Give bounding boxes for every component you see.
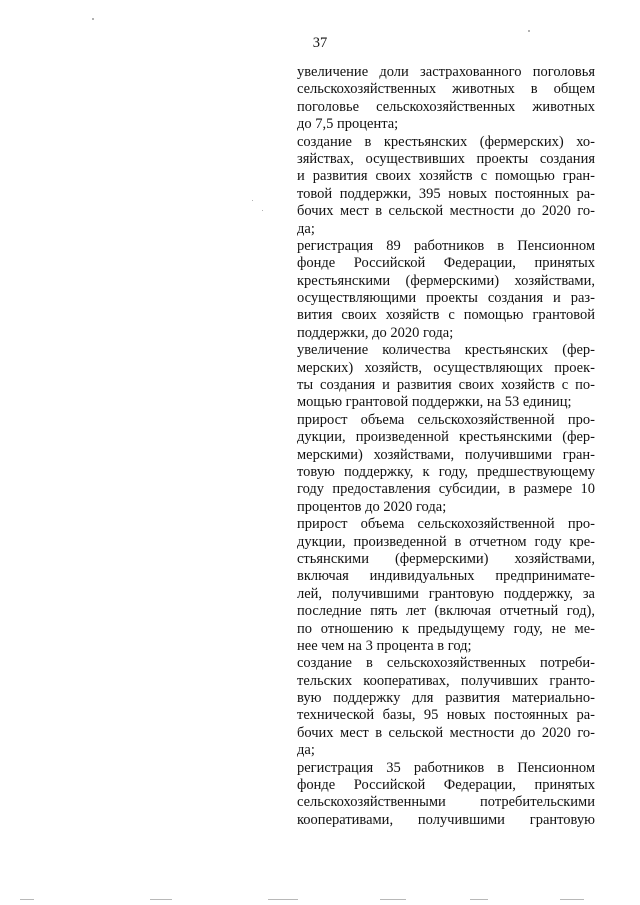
text-line: тельских кооперативах, получивших гранто-	[297, 672, 595, 689]
text-line: увеличение доли застрахованного поголовья	[297, 64, 595, 80]
text-line: мерскими) хозяйствами, получившими гран-	[297, 446, 595, 463]
text-line: включая индивидуальных предпринимате-	[297, 568, 595, 585]
text-line: прирост объема сельскохозяйственной про-	[297, 516, 595, 533]
text-line: товую поддержку, к году, предшествующему	[297, 463, 595, 480]
text-line: фонде Российской Федерации, принятых	[297, 777, 595, 794]
text-line: ты создания и развития своих хозяйств с по-	[297, 377, 595, 394]
text-line: регистрация 89 работников в Пенсионном	[297, 237, 595, 254]
paragraph	[297, 760, 595, 830]
text-line: осуществляющими проекты создания и раз-	[297, 290, 595, 307]
text-line: кооперативами, получившими грантовую	[297, 811, 595, 828]
text-line: мощью грантовой поддержки, на 53 единиц;	[297, 394, 572, 411]
paragraph	[297, 516, 595, 655]
text-line: по отношению к предыдущему году, не ме-	[297, 620, 595, 637]
text-line: стьянскими (фермерскими) хозяйствами,	[297, 550, 595, 567]
text-line: да;	[297, 742, 315, 759]
text-line: сельскохозяйственными потребительскими	[297, 794, 595, 811]
text-line: технической базы, 95 новых постоянных ра-	[297, 707, 595, 724]
text-line: бочих мест в сельской местности до 2020 го-	[297, 724, 595, 741]
text-column	[297, 64, 595, 829]
text-line: прирост объема сельскохозяйственной про-	[297, 411, 595, 428]
paragraph	[297, 64, 595, 134]
text-line: году предоставления субсидии, в размере 10	[297, 481, 595, 498]
text-line: процентов до 2020 года;	[297, 498, 447, 515]
paragraph	[297, 134, 595, 238]
scan-speck	[252, 200, 253, 201]
text-line: увеличение количества крестьянских (фер-	[297, 342, 595, 359]
text-line: вития своих хозяйств с помощью грантовой	[297, 307, 595, 324]
text-line: вую поддержку для развития материально-	[297, 690, 595, 707]
paragraph	[297, 412, 595, 516]
text-line: дукции, произведенной крестьянскими (фер-	[297, 429, 595, 446]
text-line: мерских) хозяйств, осуществляющих проек-	[297, 359, 595, 376]
text-line: товой поддержки, 395 новых постоянных ра-	[297, 185, 595, 202]
text-line: последние пять лет (включая отчетный год),	[297, 603, 595, 620]
text-line: нее чем на 3 процента в год;	[297, 637, 472, 654]
text-line: и развития своих хозяйств с помощью гран-	[297, 168, 595, 185]
text-line: фонде Российской Федерации, принятых	[297, 255, 595, 272]
text-line: сельскохозяйственных животных в общем	[297, 81, 595, 98]
scan-speck	[262, 210, 263, 211]
paragraph	[297, 655, 595, 759]
text-line: поддержки, до 2020 года;	[297, 324, 454, 341]
paragraph	[297, 342, 595, 412]
text-line: зяйствах, осуществивших проекты создания	[297, 150, 595, 167]
page-number: 37	[312, 35, 328, 51]
text-line: до 7,5 процента;	[297, 116, 399, 133]
text-line: лей, получившими грантовую поддержку, за	[297, 585, 595, 602]
text-line: да;	[297, 220, 315, 237]
text-line: крестьянскими (фермерскими) хозяйствами,	[297, 272, 595, 289]
scan-edge-noise	[0, 897, 640, 903]
text-line: бочих мест в сельской местности до 2020 го-	[297, 203, 595, 220]
text-line: регистрация 35 работников в Пенсионном	[297, 759, 595, 776]
scan-speck	[92, 18, 94, 20]
text-line: дукции, произведенной в отчетном году кре-	[297, 533, 595, 550]
scan-speck	[528, 30, 530, 32]
text-line: поголовье сельскохозяйственных животных	[297, 98, 595, 115]
text-line: создание в крестьянских (фермерских) хо-	[297, 133, 595, 150]
paragraph	[297, 238, 595, 342]
text-line: создание в сельскохозяйственных потреби-	[297, 655, 595, 672]
